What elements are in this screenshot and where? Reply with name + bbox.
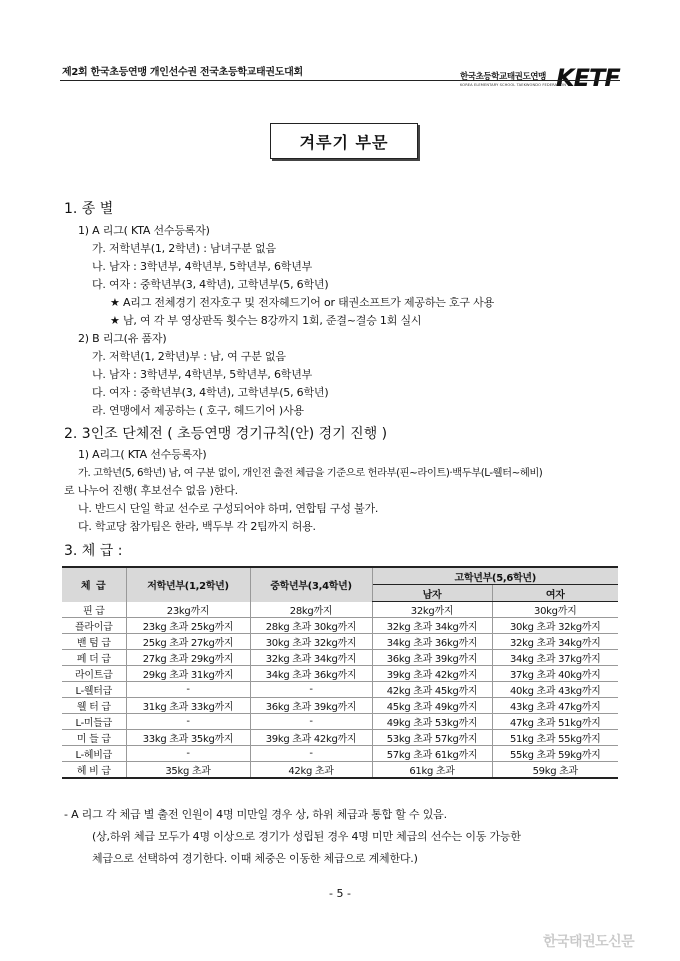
logo-korean-text: 한국초등학교태권도연맹	[460, 72, 546, 82]
a-league-item: 나. 남자 : 3학년부, 4학년부, 5학년부, 6학년부	[92, 260, 313, 273]
weight-class-name: 미 들 급	[62, 730, 126, 746]
weight-class-name: 핀 급	[62, 602, 126, 618]
table-row	[62, 682, 618, 698]
table-row	[62, 666, 618, 682]
upper-female-limit: 59kg 초과	[492, 762, 618, 779]
team-rule-line: 나. 반드시 단일 학교 선수로 구성되어야 하며, 연합팀 구성 불가.	[78, 502, 379, 515]
a-league-item: 가. 저학년부(1, 2학년) : 남녀구분 없음	[92, 242, 276, 255]
table-row	[62, 762, 618, 779]
middle-grade-limit: 42kg 초과	[250, 762, 372, 779]
header-divider	[60, 80, 620, 81]
middle-grade-limit: -	[250, 746, 372, 762]
upper-female-limit: 30kg까지	[492, 602, 618, 618]
weight-class-name: 페 더 급	[62, 650, 126, 666]
lower-grade-limit: 35kg 초과	[126, 762, 250, 779]
upper-male-limit: 32kg 초과 34kg까지	[372, 618, 492, 634]
header-title: 제2회 한국초등연맹 개인선수권 전국초등학교태권도대회	[62, 67, 303, 78]
upper-male-limit: 34kg 초과 36kg까지	[372, 634, 492, 650]
team-a-league-label: 1) A리그( KTA 선수등록자)	[78, 448, 207, 461]
lower-grade-limit: 29kg 초과 31kg까지	[126, 666, 250, 682]
table-row	[62, 618, 618, 634]
b-league-label: 2) B 리그(유 품자)	[78, 332, 167, 345]
weight-class-name: 라이트급	[62, 666, 126, 682]
b-league-item: 나. 남자 : 3학년부, 4학년부, 5학년부, 6학년부	[92, 368, 313, 381]
middle-grade-limit: 39kg 초과 42kg까지	[250, 730, 372, 746]
a-league-item: 다. 여자 : 중학년부(3, 4학년), 고학년부(5, 6학년)	[92, 278, 329, 291]
b-league-item: 라. 연맹에서 제공하는 ( 호구, 헤드기어 )사용	[92, 404, 304, 417]
upper-female-limit: 32kg 초과 34kg까지	[492, 634, 618, 650]
weight-class-name: 웰 터 급	[62, 698, 126, 714]
header-male: 남자	[372, 585, 492, 602]
upper-male-limit: 49kg 초과 53kg까지	[372, 714, 492, 730]
notes-line: - A 리그 각 체급 별 출전 인원이 4명 미만일 경우 상, 하위 체급과 통합 할 수 있음.	[64, 808, 447, 821]
upper-male-limit: 36kg 초과 39kg까지	[372, 650, 492, 666]
table-row	[62, 650, 618, 666]
lower-grade-limit: 31kg 초과 33kg까지	[126, 698, 250, 714]
lower-grade-limit: 23kg 초과 25kg까지	[126, 618, 250, 634]
lower-grade-limit: 27kg 초과 29kg까지	[126, 650, 250, 666]
lower-grade-limit: 23kg까지	[126, 602, 250, 618]
middle-grade-limit: 30kg 초과 32kg까지	[250, 634, 372, 650]
section2-heading: 2. 3인조 단체전 ( 초등연맹 경기규칙(안) 경기 진행 )	[64, 426, 388, 442]
team-rule-line: 가. 고학년(5, 6학년) 남, 여 구분 없이, 개인전 출전 체급을 기준으로 헌라부(핀~라이트)·백두부(L-웰터~헤비)	[78, 467, 543, 479]
b-league-item: 다. 여자 : 중학년부(3, 4학년), 고학년부(5, 6학년)	[92, 386, 329, 399]
section1-heading: 1. 종 별	[64, 201, 114, 217]
lower-grade-limit: 25kg 초과 27kg까지	[126, 634, 250, 650]
notes-line: 체급으로 선택하여 경기한다. 이때 체중은 이동한 체급으로 계체한다.)	[92, 852, 418, 865]
header-lower-grades: 저학년부(1,2학년)	[126, 567, 250, 602]
upper-female-limit: 40kg 초과 43kg까지	[492, 682, 618, 698]
middle-grade-limit: 34kg 초과 36kg까지	[250, 666, 372, 682]
middle-grade-limit: 36kg 초과 39kg까지	[250, 698, 372, 714]
weight-class-name: L-미들급	[62, 714, 126, 730]
weight-class-name: 밴 텀 급	[62, 634, 126, 650]
weight-class-name: 플라이급	[62, 618, 126, 634]
lower-grade-limit: 33kg 초과 35kg까지	[126, 730, 250, 746]
header-weight-class: 체 급	[62, 567, 126, 602]
lower-grade-limit: -	[126, 682, 250, 698]
upper-female-limit: 43kg 초과 47kg까지	[492, 698, 618, 714]
upper-male-limit: 39kg 초과 42kg까지	[372, 666, 492, 682]
weight-class-name: 헤 비 급	[62, 762, 126, 779]
lower-grade-limit: -	[126, 746, 250, 762]
upper-male-limit: 61kg 초과	[372, 762, 492, 779]
federation-logo	[460, 66, 620, 96]
table-row	[62, 602, 618, 618]
section3-heading: 3. 체 급 :	[64, 543, 123, 559]
middle-grade-limit: 28kg 초과 30kg까지	[250, 618, 372, 634]
upper-female-limit: 47kg 초과 51kg까지	[492, 714, 618, 730]
middle-grade-limit: 28kg까지	[250, 602, 372, 618]
header-upper-grades: 고학년부(5,6학년)	[372, 567, 618, 585]
table-row	[62, 714, 618, 730]
a-league-note: ★ A리그 전체경기 전자호구 및 전자헤드기어 or 태권소프트가 제공하는 호구 사용	[110, 296, 495, 309]
table-row	[62, 634, 618, 650]
middle-grade-limit: 32kg 초과 34kg까지	[250, 650, 372, 666]
middle-grade-limit: -	[250, 714, 372, 730]
page-number: - 5 -	[329, 887, 351, 900]
watermark: 한국태권도신문	[543, 934, 635, 950]
team-rule-line: 다. 학교당 참가팀은 한라, 백두부 각 2팀까지 허용.	[78, 520, 316, 533]
team-rule-line: 로 나누어 진행( 후보선수 없음 )한다.	[64, 484, 238, 497]
table-row	[62, 730, 618, 746]
logo-english-text: KOREA ELEMENTARY SCHOOL TAEKWONDO FEDERATION	[460, 83, 566, 87]
table-row	[62, 698, 618, 714]
upper-male-limit: 57kg 초과 61kg까지	[372, 746, 492, 762]
upper-female-limit: 37kg 초과 40kg까지	[492, 666, 618, 682]
upper-female-limit: 51kg 초과 55kg까지	[492, 730, 618, 746]
notes-line: (상,하위 체급 모두가 4명 이상으로 경기가 성립된 경우 4명 미만 체급의 선수는 이동 가능한	[92, 830, 521, 843]
weight-class-name: L-헤비급	[62, 746, 126, 762]
upper-male-limit: 42kg 초과 45kg까지	[372, 682, 492, 698]
upper-female-limit: 30kg 초과 32kg까지	[492, 618, 618, 634]
upper-female-limit: 55kg 초과 59kg까지	[492, 746, 618, 762]
weight-class-table	[62, 566, 618, 779]
logo-mark: KETF	[556, 64, 620, 92]
b-league-item: 가. 저학년(1, 2학년)부 : 남, 여 구분 없음	[92, 350, 286, 363]
upper-female-limit: 34kg 초과 37kg까지	[492, 650, 618, 666]
a-league-note: ★ 남, 여 각 부 영상판독 횟수는 8강까지 1회, 준결~결승 1회 실시	[110, 314, 422, 327]
middle-grade-limit: -	[250, 682, 372, 698]
lower-grade-limit: -	[126, 714, 250, 730]
section-title: 겨루기 부문	[299, 132, 389, 152]
header-middle-grades: 중학년부(3,4학년)	[250, 567, 372, 602]
upper-male-limit: 53kg 초과 57kg까지	[372, 730, 492, 746]
a-league-label: 1) A 리그( KTA 선수등록자)	[78, 224, 210, 237]
upper-male-limit: 45kg 초과 49kg까지	[372, 698, 492, 714]
weight-class-name: L-웰터급	[62, 682, 126, 698]
section-title-box	[270, 123, 418, 159]
header-female: 여자	[492, 585, 618, 602]
table-row	[62, 746, 618, 762]
upper-male-limit: 32kg까지	[372, 602, 492, 618]
